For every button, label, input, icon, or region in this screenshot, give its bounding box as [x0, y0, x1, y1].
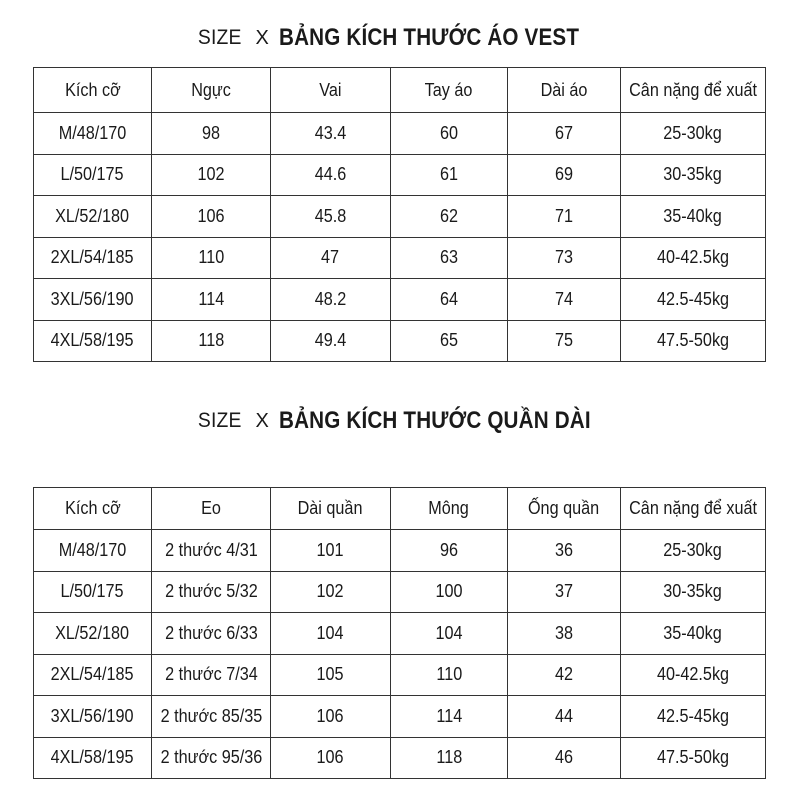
cell-value: 48.2: [314, 288, 347, 309]
table-cell: [508, 571, 621, 613]
column-header-label: Ngực: [191, 79, 231, 100]
table-row: [34, 320, 766, 362]
table-cell: [34, 196, 152, 238]
table-cell: [34, 154, 152, 196]
table-cell: [508, 279, 621, 321]
pants-size-table: [33, 487, 766, 779]
column-header-label: Dài quần: [298, 498, 363, 518]
column-header: [271, 68, 391, 113]
table-cell: [391, 154, 508, 196]
table-cell: [152, 613, 271, 655]
table-cell: [34, 613, 152, 655]
table-cell: [621, 237, 766, 279]
cell-value: 4XL/58/195: [51, 747, 134, 768]
cell-value: 2 thước 95/36: [160, 747, 262, 768]
table-cell: [34, 279, 152, 321]
cell-value: 2 thước 4/31: [164, 539, 258, 560]
cell-value: 3XL/56/190: [51, 288, 134, 309]
table-cell: [152, 654, 271, 696]
cell-value: 25-30kg: [663, 122, 723, 143]
table-cell: [271, 696, 391, 738]
cell-value: XL/52/180: [55, 205, 130, 226]
table-row: [34, 613, 766, 655]
cell-value: 49.4: [314, 330, 347, 351]
table-row: [34, 530, 766, 572]
column-header-label: Eo: [201, 498, 221, 518]
cell-value: 40-42.5kg: [656, 247, 730, 268]
table-cell: [271, 320, 391, 362]
table-cell: [152, 113, 271, 155]
cell-value: 114: [198, 288, 224, 309]
pants-table-header: [34, 488, 766, 530]
table-cell: [152, 154, 271, 196]
header-row: [34, 68, 766, 113]
cell-value: 65: [439, 330, 459, 351]
table-cell: [391, 571, 508, 613]
header-row: [34, 488, 766, 530]
table-cell: [621, 320, 766, 362]
table-row: [34, 196, 766, 238]
table-cell: [508, 696, 621, 738]
table-cell: [621, 737, 766, 779]
column-header: [34, 68, 152, 113]
column-header: [34, 488, 152, 530]
cell-value: 47: [321, 247, 340, 268]
table-row: [34, 571, 766, 613]
table-cell: [508, 320, 621, 362]
table-cell: [271, 613, 391, 655]
column-header: [621, 488, 766, 530]
cell-value: 42.5-45kg: [656, 288, 730, 309]
table-cell: [152, 696, 271, 738]
cell-value: 71: [554, 205, 574, 226]
table-cell: [391, 613, 508, 655]
column-header-label: Kích cỡ: [64, 498, 121, 518]
table-cell: [34, 654, 152, 696]
size-label: SIZE: [197, 409, 242, 432]
cell-value: 30-35kg: [663, 581, 723, 602]
cell-value: 2 thước 85/35: [160, 705, 262, 726]
column-header: [391, 488, 508, 530]
table-cell: [271, 196, 391, 238]
table-row: [34, 237, 766, 279]
column-header-label: Vai: [319, 79, 342, 100]
cell-value: 2 thước 7/34: [164, 664, 258, 685]
table-cell: [391, 737, 508, 779]
table-cell: [391, 196, 508, 238]
cell-value: 106: [316, 747, 345, 768]
table-cell: [508, 237, 621, 279]
table-cell: [391, 696, 508, 738]
table-cell: [391, 654, 508, 696]
table-cell: [271, 113, 391, 155]
cell-value: 38: [554, 622, 574, 643]
column-header-label: Ống quần: [528, 498, 600, 518]
table-cell: [508, 196, 621, 238]
table-cell: [621, 279, 766, 321]
table-cell: [271, 279, 391, 321]
vest-title-text: BẢNG KÍCH THƯỚC ÁO VEST: [279, 24, 580, 51]
cell-value: 36: [554, 539, 574, 560]
pants-title-text: BẢNG KÍCH THƯỚC QUẦN DÀI: [279, 407, 591, 434]
cell-value: 3XL/56/190: [51, 705, 134, 726]
cell-value: 43.4: [314, 122, 347, 143]
cell-value: 46: [554, 747, 574, 768]
cell-value: 106: [316, 705, 345, 726]
cell-value: 2 thước 5/32: [164, 581, 258, 602]
cell-value: 106: [197, 205, 225, 226]
cell-value: 2XL/54/185: [51, 247, 134, 268]
column-header: [391, 68, 508, 113]
table-cell: [271, 737, 391, 779]
cell-value: 118: [436, 747, 462, 768]
table-cell: [34, 113, 152, 155]
cell-value: 4XL/58/195: [51, 330, 134, 351]
table-cell: [508, 613, 621, 655]
cell-value: 74: [554, 288, 574, 309]
table-cell: [391, 113, 508, 155]
table-row: [34, 154, 766, 196]
cell-value: 102: [316, 581, 345, 602]
table-cell: [271, 237, 391, 279]
cell-value: 42.5-45kg: [656, 705, 730, 726]
table-cell: [391, 320, 508, 362]
table-row: [34, 113, 766, 155]
column-header: [152, 488, 271, 530]
cell-value: 100: [435, 581, 463, 602]
cell-value: 25-30kg: [663, 539, 723, 560]
table-cell: [621, 571, 766, 613]
cell-value: 30-35kg: [663, 164, 723, 185]
cell-value: 73: [554, 247, 574, 268]
x-label: X: [255, 409, 270, 432]
cell-value: 44: [554, 705, 574, 726]
table-row: [34, 279, 766, 321]
cell-value: 37: [554, 581, 574, 602]
table-cell: [621, 113, 766, 155]
cell-value: M/48/170: [58, 539, 127, 560]
x-label: X: [255, 26, 270, 49]
table-cell: [271, 654, 391, 696]
column-header: [508, 488, 621, 530]
column-header: [271, 488, 391, 530]
cell-value: 63: [439, 247, 459, 268]
table-cell: [391, 279, 508, 321]
cell-value: 110: [198, 247, 224, 268]
table-cell: [34, 737, 152, 779]
cell-value: 61: [439, 164, 459, 185]
cell-value: 110: [436, 664, 462, 685]
table-cell: [271, 530, 391, 572]
cell-value: 35-40kg: [663, 622, 723, 643]
cell-value: L/50/175: [60, 164, 125, 185]
table-cell: [508, 737, 621, 779]
table-row: [34, 654, 766, 696]
cell-value: 104: [435, 622, 463, 643]
table-cell: [152, 237, 271, 279]
cell-value: 64: [439, 288, 459, 309]
cell-value: 2 thước 6/33: [164, 622, 258, 643]
table-cell: [621, 613, 766, 655]
column-header-label: Dài áo: [540, 79, 588, 100]
cell-value: 96: [439, 539, 459, 560]
table-cell: [34, 320, 152, 362]
cell-value: M/48/170: [58, 122, 127, 143]
pants-size-chart-title: [0, 401, 790, 441]
column-header-label: Cân nặng để xuất: [629, 79, 757, 100]
cell-value: 2XL/54/185: [51, 664, 134, 685]
table-row: [34, 737, 766, 779]
column-header-label: Cân nặng để xuất: [629, 498, 757, 518]
cell-value: 118: [198, 330, 224, 351]
vest-table-header: [34, 68, 766, 113]
table-cell: [271, 571, 391, 613]
table-cell: [621, 530, 766, 572]
column-header: [152, 68, 271, 113]
cell-value: 114: [436, 705, 462, 726]
table-cell: [34, 237, 152, 279]
cell-value: 69: [554, 164, 574, 185]
pants-table-body: [34, 530, 766, 779]
table-cell: [34, 696, 152, 738]
size-label: SIZE: [197, 26, 242, 49]
table-cell: [271, 154, 391, 196]
table-cell: [34, 530, 152, 572]
column-header: [621, 68, 766, 113]
cell-value: 45.8: [314, 205, 347, 226]
table-cell: [621, 154, 766, 196]
cell-value: 104: [316, 622, 345, 643]
table-cell: [508, 654, 621, 696]
cell-value: 42: [554, 664, 574, 685]
cell-value: 35-40kg: [663, 205, 723, 226]
cell-value: 40-42.5kg: [656, 664, 730, 685]
cell-value: 75: [554, 330, 574, 351]
cell-value: L/50/175: [60, 581, 125, 602]
table-cell: [508, 530, 621, 572]
table-cell: [152, 196, 271, 238]
table-cell: [152, 320, 271, 362]
cell-value: 102: [197, 164, 225, 185]
table-row: [34, 696, 766, 738]
cell-value: 98: [201, 122, 221, 143]
vest-size-chart-title: [0, 18, 790, 58]
column-header-label: Mông: [428, 498, 470, 518]
table-cell: [508, 154, 621, 196]
cell-value: 44.6: [314, 164, 347, 185]
table-cell: [508, 113, 621, 155]
table-cell: [152, 571, 271, 613]
vest-size-table: [33, 67, 766, 362]
cell-value: 62: [439, 205, 459, 226]
table-cell: [391, 530, 508, 572]
cell-value: 101: [316, 539, 345, 560]
column-header-label: Tay áo: [425, 79, 473, 100]
cell-value: 67: [554, 122, 574, 143]
table-cell: [34, 571, 152, 613]
table-cell: [152, 530, 271, 572]
cell-value: 105: [316, 664, 345, 685]
table-cell: [621, 654, 766, 696]
table-cell: [152, 737, 271, 779]
column-header: [508, 68, 621, 113]
table-cell: [621, 196, 766, 238]
table-cell: [391, 237, 508, 279]
table-cell: [152, 279, 271, 321]
cell-value: 47.5-50kg: [656, 330, 730, 351]
table-cell: [621, 696, 766, 738]
column-header-label: Kích cỡ: [64, 79, 121, 100]
cell-value: XL/52/180: [55, 622, 130, 643]
cell-value: 60: [439, 122, 459, 143]
cell-value: 47.5-50kg: [656, 747, 730, 768]
vest-table-body: [34, 113, 766, 362]
